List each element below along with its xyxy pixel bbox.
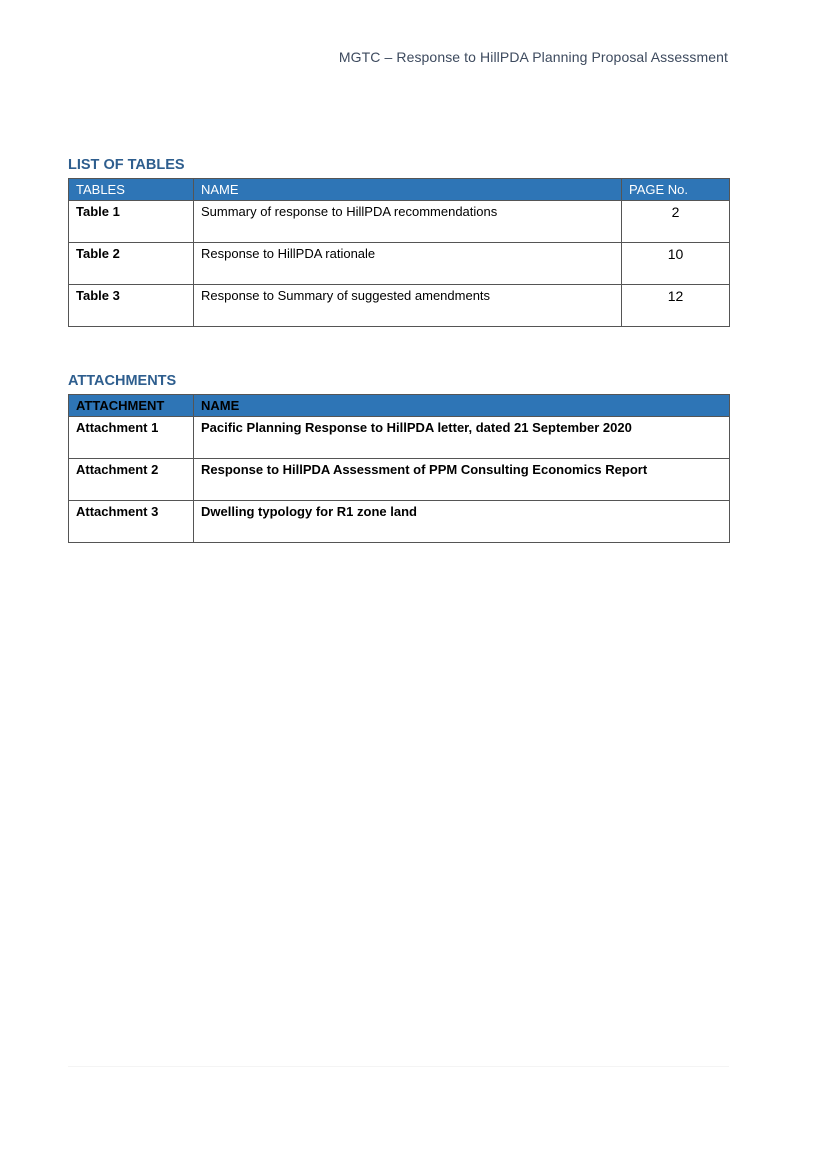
table-row [69,243,730,285]
column-header-name: NAME [194,179,622,201]
table-row [69,459,730,501]
table-header-row [69,179,730,201]
attachments-table [68,394,730,543]
table-page-number: 10 [622,243,730,285]
attachment-name: Dwelling typology for R1 zone land [194,501,730,543]
attachment-name: Response to HillPDA Assessment of PPM Consulting Economics Report [194,459,730,501]
list-of-tables-title: LIST OF TABLES [68,157,185,173]
running-header: MGTC – Response to HillPDA Planning Proposal Assessment [338,49,728,65]
table-row [69,417,730,459]
table-page-number: 12 [622,285,730,327]
attachment-label: Attachment 2 [69,459,194,501]
table-label: Table 3 [69,285,194,327]
table-name: Response to HillPDA rationale [194,243,622,285]
column-header-page: PAGE No. [622,179,730,201]
footer-divider [68,1066,729,1067]
table-name: Summary of response to HillPDA recommendations [194,201,622,243]
column-header-attachment: ATTACHMENT [69,395,194,417]
attachment-name: Pacific Planning Response to HillPDA letter, dated 21 September 2020 [194,417,730,459]
column-header-name: NAME [194,395,730,417]
attachments-title: ATTACHMENTS [68,373,177,389]
table-label: Table 1 [69,201,194,243]
table-label: Table 2 [69,243,194,285]
attachment-label: Attachment 1 [69,417,194,459]
attachment-label: Attachment 3 [69,501,194,543]
list-of-tables-table [68,178,730,327]
table-row [69,201,730,243]
table-page-number: 2 [622,201,730,243]
column-header-tables: TABLES [69,179,194,201]
table-header-row [69,395,730,417]
table-row [69,285,730,327]
table-name: Response to Summary of suggested amendments [194,285,622,327]
table-row [69,501,730,543]
